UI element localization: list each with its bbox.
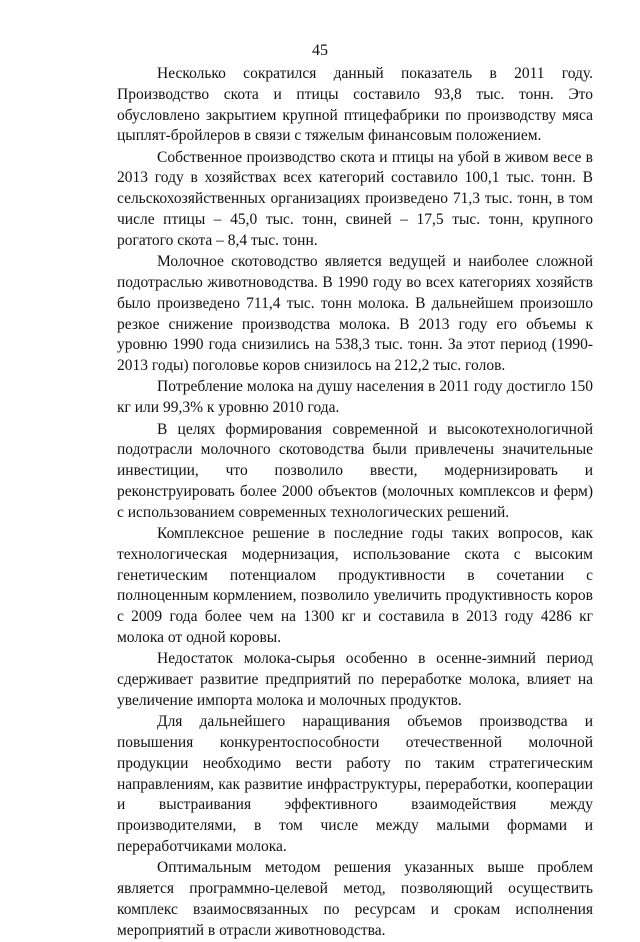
paragraph-2: Собственное производство скота и птицы на убой в живом весе в 2013 году в хозяйствах всех категорий составило 100,1 тыс. тонн. В сельскохозяйственных организациях произведено 71,3 тыс. тонн, в том числе птицы – 45,0 тыс. тонн, свиней – 17,5 тыс. тонн, крупного рогатого скота – 8,4 тыс. тонн. bbox=[117, 148, 593, 249]
body-text bbox=[117, 64, 593, 942]
paragraph-8: Для дальнейшего наращивания объемов производства и повышения конкурентоспособности отечественной молочной продукции необходимо вести работу по таким стратегическим направлениям, как развитие инфраструктуры, переработки, кооперации и выстраивания эффективного взаимодействия между производителями, в том числе между малыми формами и переработчиками молока. bbox=[117, 713, 593, 855]
paragraph-5: В целях формирования современной и высокотехнологичной подотрасли молочного скотоводства были привлечены значительные инвестиции, что позволило ввести, модернизировать и реконструировать более 2000 объектов (молочных комплексов и ферм) с использованием современных технологических решений. bbox=[117, 420, 593, 521]
paragraph-9: Оптимальным методом решения указанных выше проблем является программно-целевой метод, позволяющий осуществить комплекс взаимосвязанных по ресурсам и срокам исполнения мероприятий в отрасли животноводства. bbox=[117, 859, 593, 939]
paragraph-3: Молочное скотоводство является ведущей и наиболее сложной подотраслью животноводства. В 1990 году во всех категориях хозяйств было произведено 711,4 тыс. тонн молока. В дальнейшем произошло резкое снижение производства молока. В 2013 году его объемы к уровню 1990 года снизились на 538,3 тыс. тонн. За этот период (1990-2013 годы) поголовье коров снизилось на 212,2 тыс. голов. bbox=[117, 253, 593, 375]
paragraph-4: Потребление молока на душу населения в 2011 году достигло 150 кг или 99,3% к уровню 2010 года. bbox=[117, 378, 593, 417]
paragraph-7: Недостаток молока-сырья особенно в осенне-зимний период сдерживает развитие предприятий по переработке молока, влияет на увеличение импорта молока и молочных продуктов. bbox=[117, 650, 593, 709]
paragraph-1: Несколько сократился данный показатель в 2011 году. Производство скота и птицы составило 93,8 тыс. тонн. Это обусловлено закрытием крупной птицефабрики по производству мяса цыплят-бройлеров в связи с тяжелым финансовым положением. bbox=[117, 65, 593, 145]
page-number: 45 bbox=[312, 42, 328, 59]
paragraph-6: Комплексное решение в последние годы таких вопросов, как технологическая модернизация, использование скота с высоким генетическим потенциалом продуктивности в сочетании с полноценным кормлением, позволило увеличить продуктивность коров с 2009 года более чем на 1300 кг и составила в 2013 году 4286 кг молока от одной коровы. bbox=[117, 525, 593, 647]
